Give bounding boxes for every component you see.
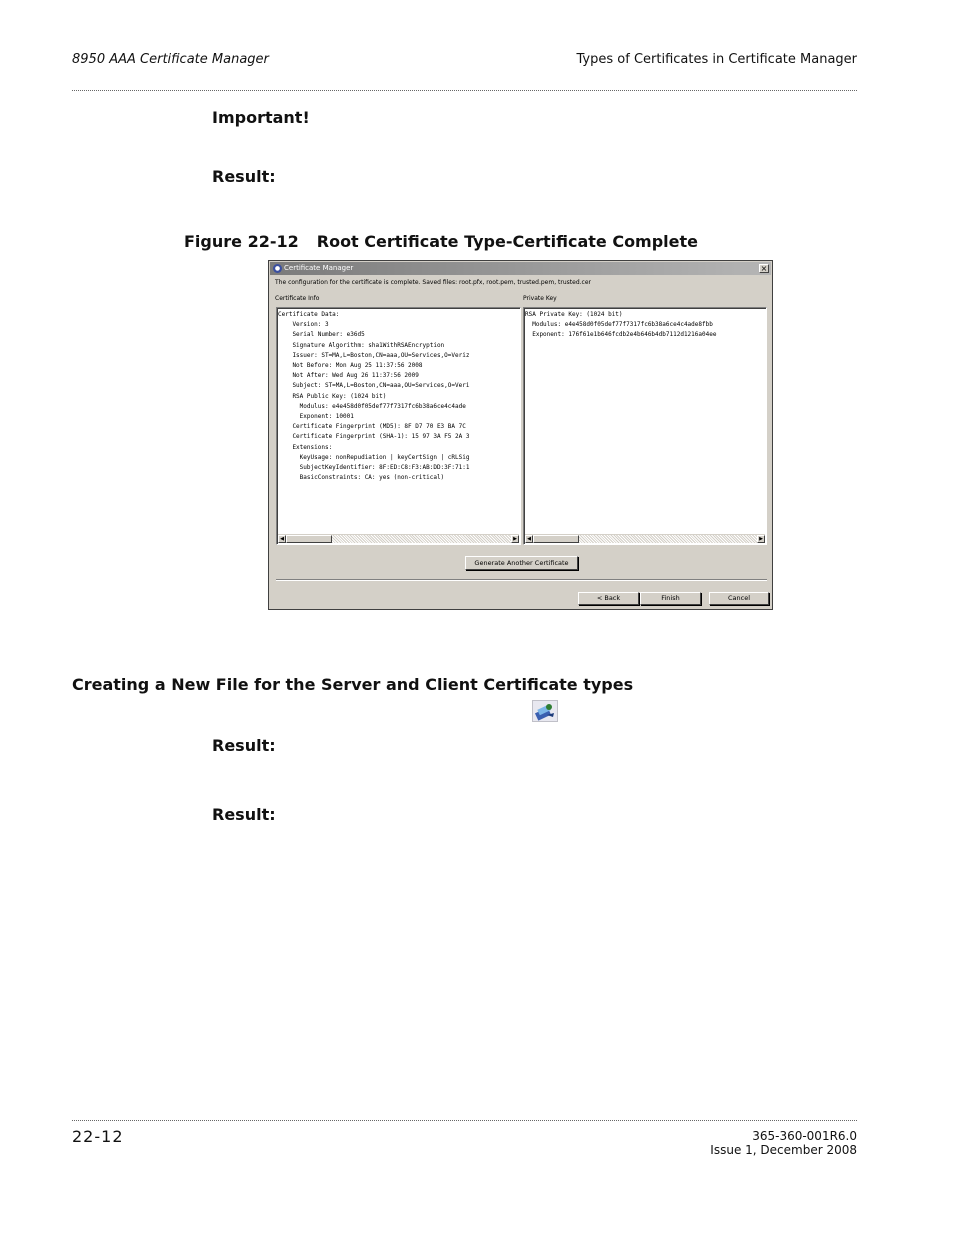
generate-another-certificate-button[interactable]: Generate Another Certificate bbox=[465, 556, 578, 570]
figure-number: Figure 22-12 bbox=[184, 232, 299, 251]
button-separator bbox=[276, 579, 767, 581]
text-line: Exponent: 10001 bbox=[278, 413, 354, 421]
text-line: Modulus: e4e458d0f05def77f7317fc6b38a6ce4c4ade bbox=[278, 402, 466, 410]
header-doc-title: 8950 AAA Certificate Manager bbox=[72, 52, 269, 67]
result-label: Result: bbox=[212, 805, 276, 824]
private-key-label: Private Key bbox=[523, 295, 557, 302]
certificate-info-scrollbar[interactable] bbox=[278, 534, 519, 543]
text-line: SubjectKeyIdentifier: 8F:ED:C8:F3:AB:DD:3F:71:1 bbox=[278, 464, 470, 472]
text-line: RSA Private Key: (1024 bit) bbox=[525, 311, 623, 318]
result-label: Result: bbox=[212, 167, 276, 186]
text-line: Not Before: Mon Aug 25 11:37:56 2008 bbox=[278, 362, 423, 370]
text-line: Certificate Fingerprint (MD5): 8F D7 70 E3 BA 7C bbox=[278, 423, 466, 431]
text-line: Serial Number: e36d5 bbox=[278, 331, 365, 339]
app-icon: ● bbox=[274, 265, 281, 272]
header-divider bbox=[72, 90, 857, 91]
text-line: Subject: ST=MA,L=Boston,CN=aaa,OU=Services,O=Veri bbox=[278, 382, 470, 390]
text-line: KeyUsage: nonRepudiation | keyCertSign | cRLSig bbox=[278, 453, 470, 461]
footer-divider bbox=[72, 1120, 857, 1121]
certificate-info-text bbox=[278, 310, 519, 483]
text-line: Signature Algorithm: sha1WithRSAEncryption bbox=[278, 341, 445, 349]
scroll-left-icon[interactable]: ◀ bbox=[525, 535, 533, 543]
text-line: Exponent: 176f61e1b646fcdb2e4b646b4db7112d1216a04ee bbox=[525, 331, 717, 339]
text-line: Modulus: e4e458d0f05def77f7317fc6b38a6ce4c4ade8fbb bbox=[525, 321, 713, 329]
figure-title: Root Certificate Type-Certificate Complete bbox=[316, 232, 699, 251]
text-line: Issuer: ST=MA,L=Boston,CN=aaa,OU=Services,O=Veriz bbox=[278, 351, 470, 359]
scroll-right-icon[interactable]: ▶ bbox=[511, 535, 519, 543]
private-key-text bbox=[525, 310, 765, 341]
private-key-scrollbar[interactable] bbox=[525, 534, 765, 543]
scroll-thumb[interactable] bbox=[533, 535, 579, 543]
window-title: Certificate Manager bbox=[284, 264, 354, 272]
result-label: Result: bbox=[212, 736, 276, 755]
issue-date: Issue 1, December 2008 bbox=[710, 1143, 857, 1157]
close-icon[interactable]: × bbox=[760, 264, 768, 273]
window-titlebar bbox=[270, 262, 771, 275]
text-line: Certificate Data: bbox=[278, 311, 340, 318]
scroll-thumb[interactable] bbox=[286, 535, 332, 543]
section-heading: Creating a New File for the Server and Client Certificate types bbox=[72, 675, 634, 694]
finish-button[interactable]: Finish bbox=[640, 592, 701, 605]
text-line: Version: 3 bbox=[278, 321, 329, 329]
important-label: Important! bbox=[212, 108, 310, 127]
figure-caption bbox=[184, 232, 698, 251]
scroll-left-icon[interactable]: ◀ bbox=[278, 535, 286, 543]
text-line: RSA Public Key: (1024 bit) bbox=[278, 392, 387, 400]
document-id bbox=[710, 1129, 857, 1157]
private-key-pane[interactable] bbox=[523, 307, 767, 545]
header-chapter-title: Types of Certificates in Certificate Manager bbox=[576, 52, 857, 67]
cancel-button[interactable]: Cancel bbox=[709, 592, 769, 605]
text-line: Certificate Fingerprint (SHA-1): 15 97 3A F5 2A 3 bbox=[278, 433, 470, 441]
page-number: 22-12 bbox=[72, 1127, 124, 1146]
certificate-manager-window bbox=[268, 260, 773, 610]
completion-message: The configuration for the certificate is complete. Saved files: root.pfx, root.pem, trusted.pem, trusted.cer bbox=[275, 279, 591, 286]
text-line: Extensions: bbox=[278, 443, 333, 451]
certificate-tool-icon bbox=[532, 700, 558, 722]
certificate-info-pane[interactable] bbox=[276, 307, 521, 545]
scroll-right-icon[interactable]: ▶ bbox=[757, 535, 765, 543]
text-line: BasicConstraints: CA: yes (non-critical) bbox=[278, 474, 445, 482]
back-button[interactable]: < Back bbox=[578, 592, 639, 605]
text-line: Not After: Wed Aug 26 11:37:56 2009 bbox=[278, 372, 419, 380]
doc-number: 365-360-001R6.0 bbox=[752, 1129, 857, 1143]
certificate-info-label: Certificate Info bbox=[275, 295, 320, 302]
